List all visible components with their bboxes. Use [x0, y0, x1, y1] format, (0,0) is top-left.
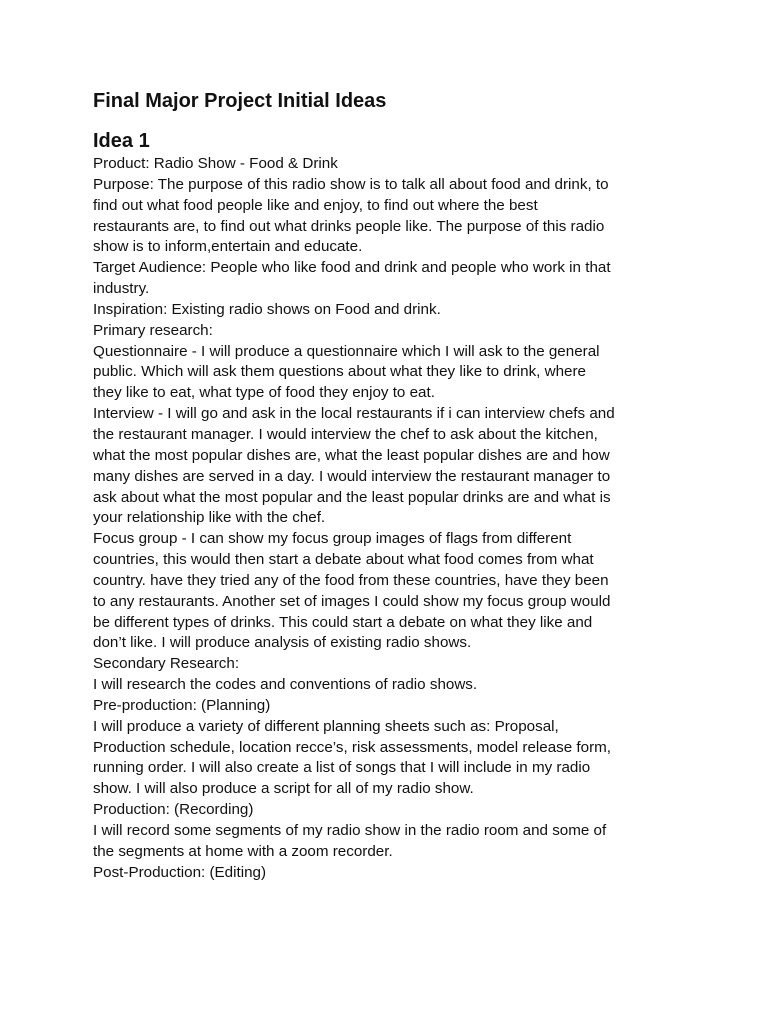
body-text-line: I will produce a variety of different planning sheets such as: Proposal, [93, 717, 559, 735]
body-text-line: public. Which will ask them questions about what they like to drink, where [93, 363, 586, 381]
body-text-line: Secondary Research: [93, 655, 240, 673]
body-text-line: I will record some segments of my radio show in the radio room and some of [93, 822, 607, 839]
body-text-line: the segments at home with a zoom recorder. [93, 842, 393, 860]
body-text-line: Primary research: [93, 321, 213, 339]
body-text-line: Pre-production: (Planning) [93, 696, 271, 714]
body-text-line: Production schedule, location recce’s, risk assessments, model release form, [93, 738, 612, 756]
body-text-line: find out what food people like and enjoy, to find out where the best [93, 196, 538, 214]
body-text-line: Production: (Recording) [93, 801, 254, 819]
body-text-line: industry. [93, 280, 150, 298]
body-text-line: to any restaurants. Another set of images I could show my focus group would [93, 592, 611, 610]
body-text-line: Inspiration: Existing radio shows on Food and drink. [93, 300, 441, 318]
body-text-line: show is to inform,entertain and educate. [93, 238, 363, 256]
document-title: Final Major Project Initial Ideas [93, 90, 387, 112]
body-text-line: Interview - I will go and ask in the local restaurants if i can interview chefs and [93, 405, 615, 423]
body-text-line: don’t like. I will produce analysis of existing radio shows. [93, 634, 472, 652]
body-text-line: many dishes are served in a day. I would interview the restaurant manager to [93, 467, 611, 485]
body-text-line: I will research the codes and conventions of radio shows. [93, 676, 478, 694]
body-text-line: Post-Production: (Editing) [93, 863, 267, 881]
body-text-line: country. have they tried any of the food from these countries, have they been [93, 571, 609, 589]
body-text-line: Focus group - I can show my focus group images of flags from different [93, 530, 572, 548]
body-text-line: running order. I will also create a list of songs that I will include in my radio [93, 759, 591, 777]
body-text-line: show. I will also produce a script for all of my radio show. [93, 780, 474, 798]
body-text-line: be different types of drinks. This could start a debate on what they like and [93, 613, 593, 631]
body-text-line: what the most popular dishes are, what the least popular dishes are and how [93, 446, 610, 464]
idea-heading: Idea 1 [93, 130, 150, 152]
body-text-line: restaurants are, to find out what drinks people like. The purpose of this radio [93, 217, 605, 235]
body-text-line: your relationship like with the chef. [93, 509, 326, 527]
document-content [93, 88, 683, 884]
body-text-line: Product: Radio Show - Food & Drink [93, 155, 338, 172]
document-body [93, 154, 683, 884]
body-text-line: they like to eat, what type of food they enjoy to eat. [93, 384, 435, 402]
body-text-line: the restaurant manager. I would interview the chef to ask about the kitchen, [93, 425, 598, 443]
body-text-line: ask about what the most popular and the least popular drinks are and what is [93, 488, 611, 506]
body-text-line: Purpose: The purpose of this radio show is to talk all about food and drink, to [93, 175, 609, 193]
body-text-line: Questionnaire - I will produce a questionnaire which I will ask to the general [93, 342, 600, 360]
body-text-line: countries, this would then start a debate about what food comes from what [93, 551, 594, 569]
body-text-line: Target Audience: People who like food and drink and people who work in that [93, 259, 611, 277]
